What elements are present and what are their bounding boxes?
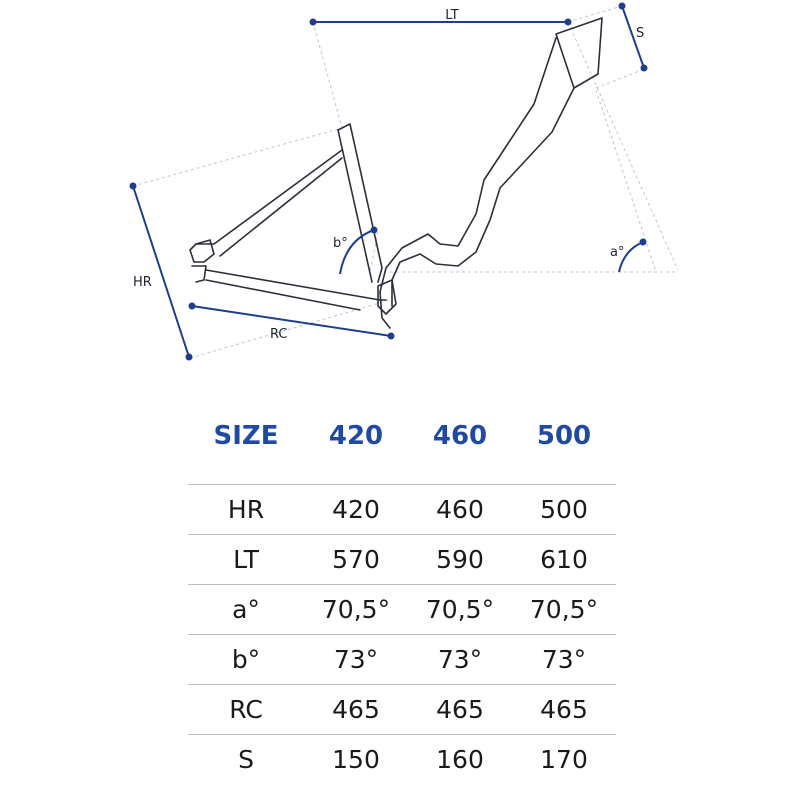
dimension-rc (189, 303, 395, 343)
bike-frame (190, 18, 602, 328)
table-header-row (188, 410, 616, 462)
dimension-lt (310, 8, 572, 26)
header-size: SIZE (213, 421, 279, 451)
head-tube (556, 18, 602, 88)
table-row (188, 535, 616, 585)
guide-lines (133, 6, 678, 358)
table-cell: 160 (436, 745, 484, 774)
dropout-slot (192, 266, 206, 282)
table-spacer (188, 462, 616, 485)
row-label: a° (188, 585, 304, 635)
down-tube-lower (392, 88, 574, 306)
table-cell: 590 (408, 535, 512, 585)
table-cell: 420 (304, 485, 408, 535)
table-cell: 570 (304, 535, 408, 585)
table-cell: 465 (304, 685, 408, 735)
header-size-500: 500 (536, 421, 592, 451)
table-cell: 170 (540, 745, 588, 774)
row-label: b° (188, 635, 304, 685)
table-row (188, 735, 616, 785)
table-row (188, 685, 616, 735)
angle-a (610, 239, 647, 273)
table-cell: 73° (304, 635, 408, 685)
table-cell: 150 (332, 745, 380, 774)
table-cell: 70,5° (512, 585, 616, 635)
table-cell: 465 (512, 685, 616, 735)
label-s: S (636, 26, 645, 41)
table-row (188, 635, 616, 685)
header-size-460: 460 (432, 421, 488, 451)
row-label: HR (188, 485, 304, 535)
frame-geometry-diagram (0, 0, 800, 380)
seat-stay (196, 150, 342, 244)
row-label: RC (188, 685, 304, 735)
chain-stay-inner (206, 280, 360, 310)
table-cell: 70,5° (304, 585, 408, 635)
row-label: S (238, 745, 254, 774)
angle-b (333, 227, 378, 275)
label-hr: HR (133, 275, 152, 290)
down-tube (380, 38, 556, 328)
table-cell: 70,5° (408, 585, 512, 635)
seat-stay-inner (220, 158, 342, 256)
label-a: a° (610, 245, 625, 260)
table-cell: 610 (512, 535, 616, 585)
table-row (188, 585, 616, 635)
row-label: LT (188, 535, 304, 585)
table-cell: 500 (512, 485, 616, 535)
dimension-s (619, 3, 648, 72)
table-row (188, 485, 616, 535)
table-cell: 73° (408, 635, 512, 685)
geometry-size-table (188, 410, 616, 784)
header-size-420: 420 (328, 421, 384, 451)
label-b: b° (333, 236, 348, 251)
table-cell: 460 (408, 485, 512, 535)
dimension-hr (130, 183, 193, 361)
label-rc: RC (270, 327, 288, 342)
table-cell: 73° (512, 635, 616, 685)
table-cell: 465 (408, 685, 512, 735)
label-lt: LT (445, 8, 459, 23)
